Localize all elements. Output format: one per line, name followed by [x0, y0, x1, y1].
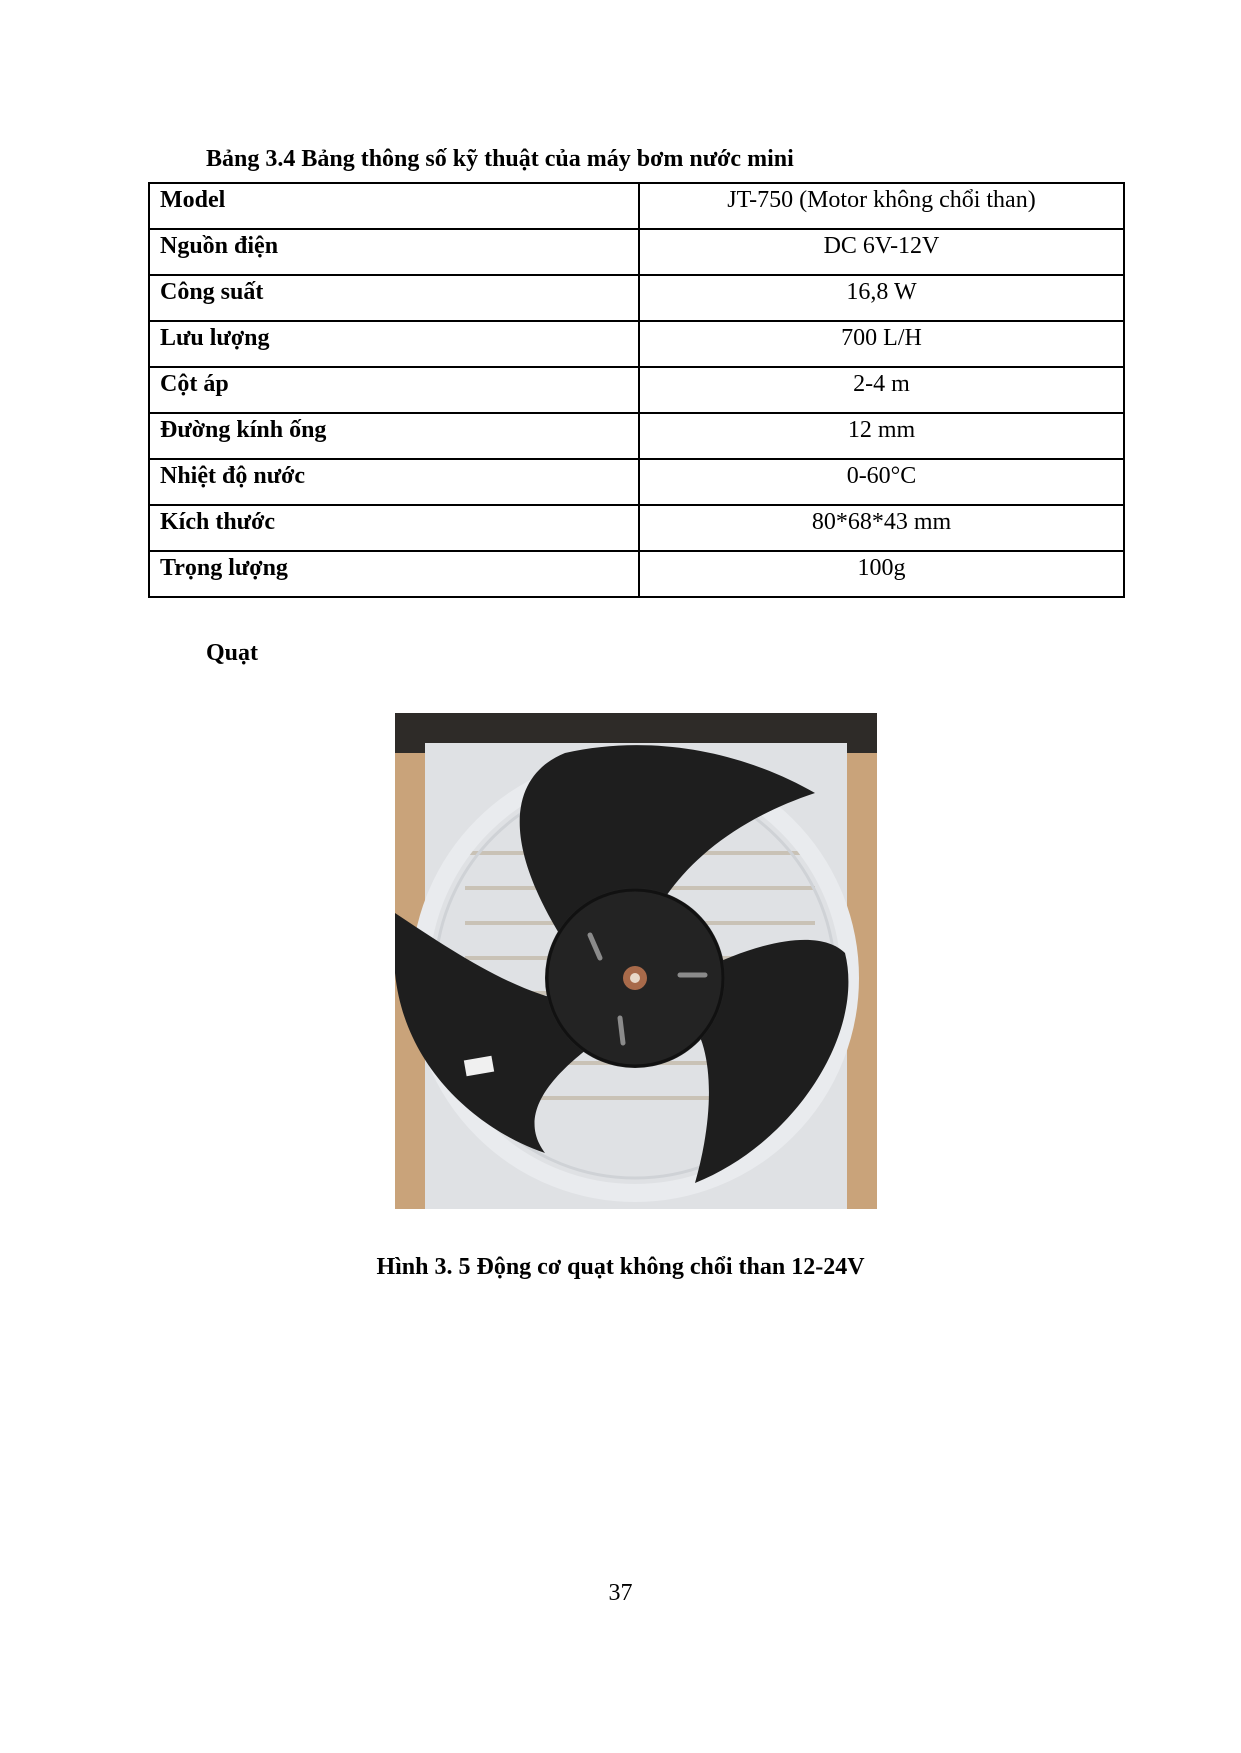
- table-cell-key: Trọng lượng: [149, 551, 639, 597]
- table-row: [149, 551, 1124, 597]
- table-row: [149, 413, 1124, 459]
- table-cell-value: 12 mm: [639, 413, 1124, 459]
- table-cell-key: Kích thước: [149, 505, 639, 551]
- table-row: [149, 459, 1124, 505]
- table-cell-value: 2-4 m: [639, 367, 1124, 413]
- fan-illustration: [395, 713, 877, 1209]
- table-cell-key: Nguồn điện: [149, 229, 639, 275]
- table-row: [149, 367, 1124, 413]
- table-cell-key: Nhiệt độ nước: [149, 459, 639, 505]
- table-cell-key: Công suất: [149, 275, 639, 321]
- table-row: [149, 275, 1124, 321]
- table-cell-value: DC 6V-12V: [639, 229, 1124, 275]
- table-cell-key: Model: [149, 183, 639, 229]
- table-row: [149, 321, 1124, 367]
- figure-caption: Hình 3. 5 Động cơ quạt không chổi than 12-24V: [376, 1254, 865, 1280]
- table-cell-value: 80*68*43 mm: [639, 505, 1124, 551]
- table-cell-value: JT-750 (Motor không chổi than): [639, 183, 1124, 229]
- fan-photo: [395, 713, 877, 1209]
- section-title: Quạt: [206, 640, 259, 666]
- table-caption: Bảng 3.4 Bảng thông số kỹ thuật của máy bơm nước mini: [206, 146, 794, 172]
- table-cell-value: 0-60°C: [639, 459, 1124, 505]
- table-cell-key: Lưu lượng: [149, 321, 639, 367]
- table-cell-value: 16,8 W: [639, 275, 1124, 321]
- table-cell-key: Cột áp: [149, 367, 639, 413]
- table-row: [149, 229, 1124, 275]
- table-row: [149, 183, 1124, 229]
- table-cell-value: 100g: [639, 551, 1124, 597]
- table-row: [149, 505, 1124, 551]
- table-cell-key: Đường kính ống: [149, 413, 639, 459]
- spec-table: [148, 182, 1125, 598]
- page-number: 37: [608, 1580, 633, 1606]
- table-cell-value: 700 L/H: [639, 321, 1124, 367]
